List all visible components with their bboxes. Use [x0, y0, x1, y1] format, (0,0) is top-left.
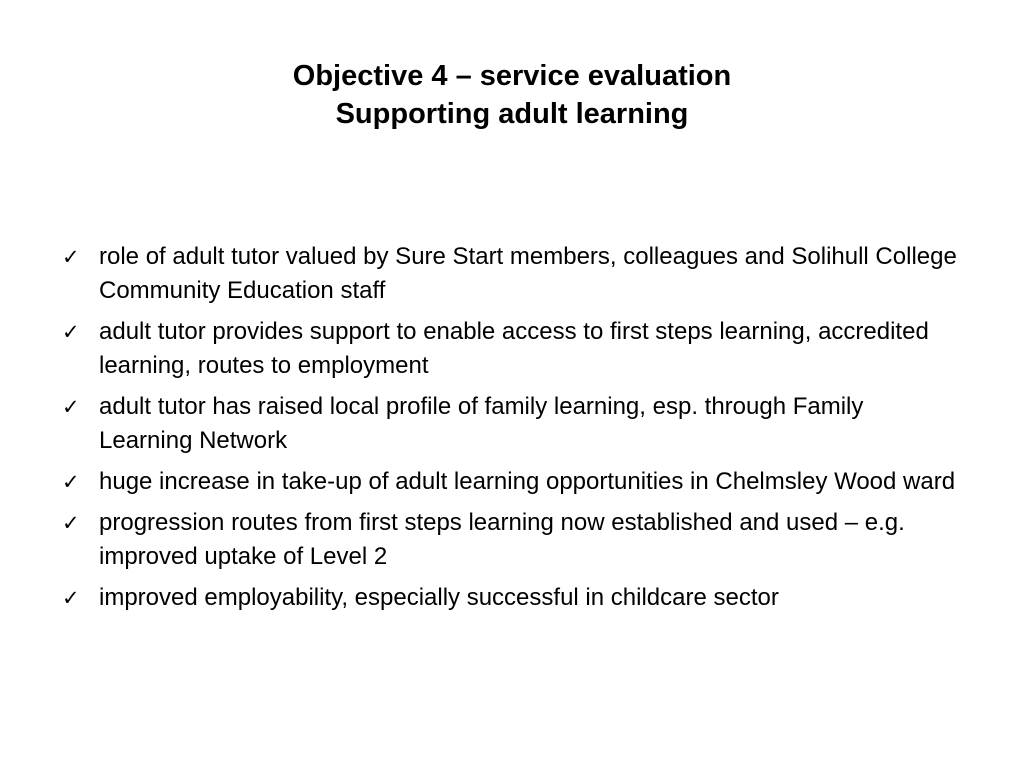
checkmark-icon: ✓	[62, 511, 80, 535]
bullet-list	[62, 240, 962, 622]
bullet-item	[62, 465, 962, 499]
bullet-item	[62, 581, 962, 615]
title-line-1: Objective 4 – service evaluation	[292, 60, 732, 92]
bullet-text: improved employability, especially successful in childcare sector	[99, 584, 779, 611]
checkmark-icon: ✓	[62, 395, 80, 419]
checkmark-icon: ✓	[62, 470, 80, 494]
checkmark-icon: ✓	[62, 320, 80, 344]
bullet-item	[62, 390, 962, 458]
bullet-item	[62, 315, 962, 383]
slide-title	[0, 57, 1024, 133]
bullet-text: role of adult tutor valued by Sure Start members, colleagues and Solihull College Community Education staff	[99, 243, 957, 304]
bullet-text: huge increase in take-up of adult learning opportunities in Chelmsley Wood ward	[99, 468, 956, 495]
bullet-text: progression routes from first steps learning now established and used – e.g. improved uptake of Level 2	[99, 509, 905, 570]
bullet-text: adult tutor has raised local profile of family learning, esp. through Family Learning Network	[99, 393, 864, 454]
bullet-item	[62, 506, 962, 574]
bullet-item	[62, 240, 962, 308]
bullet-text: adult tutor provides support to enable access to first steps learning, accredited learning, routes to employment	[99, 318, 929, 379]
checkmark-icon: ✓	[62, 245, 80, 269]
checkmark-icon: ✓	[62, 586, 80, 610]
title-line-2: Supporting adult learning	[335, 98, 689, 130]
